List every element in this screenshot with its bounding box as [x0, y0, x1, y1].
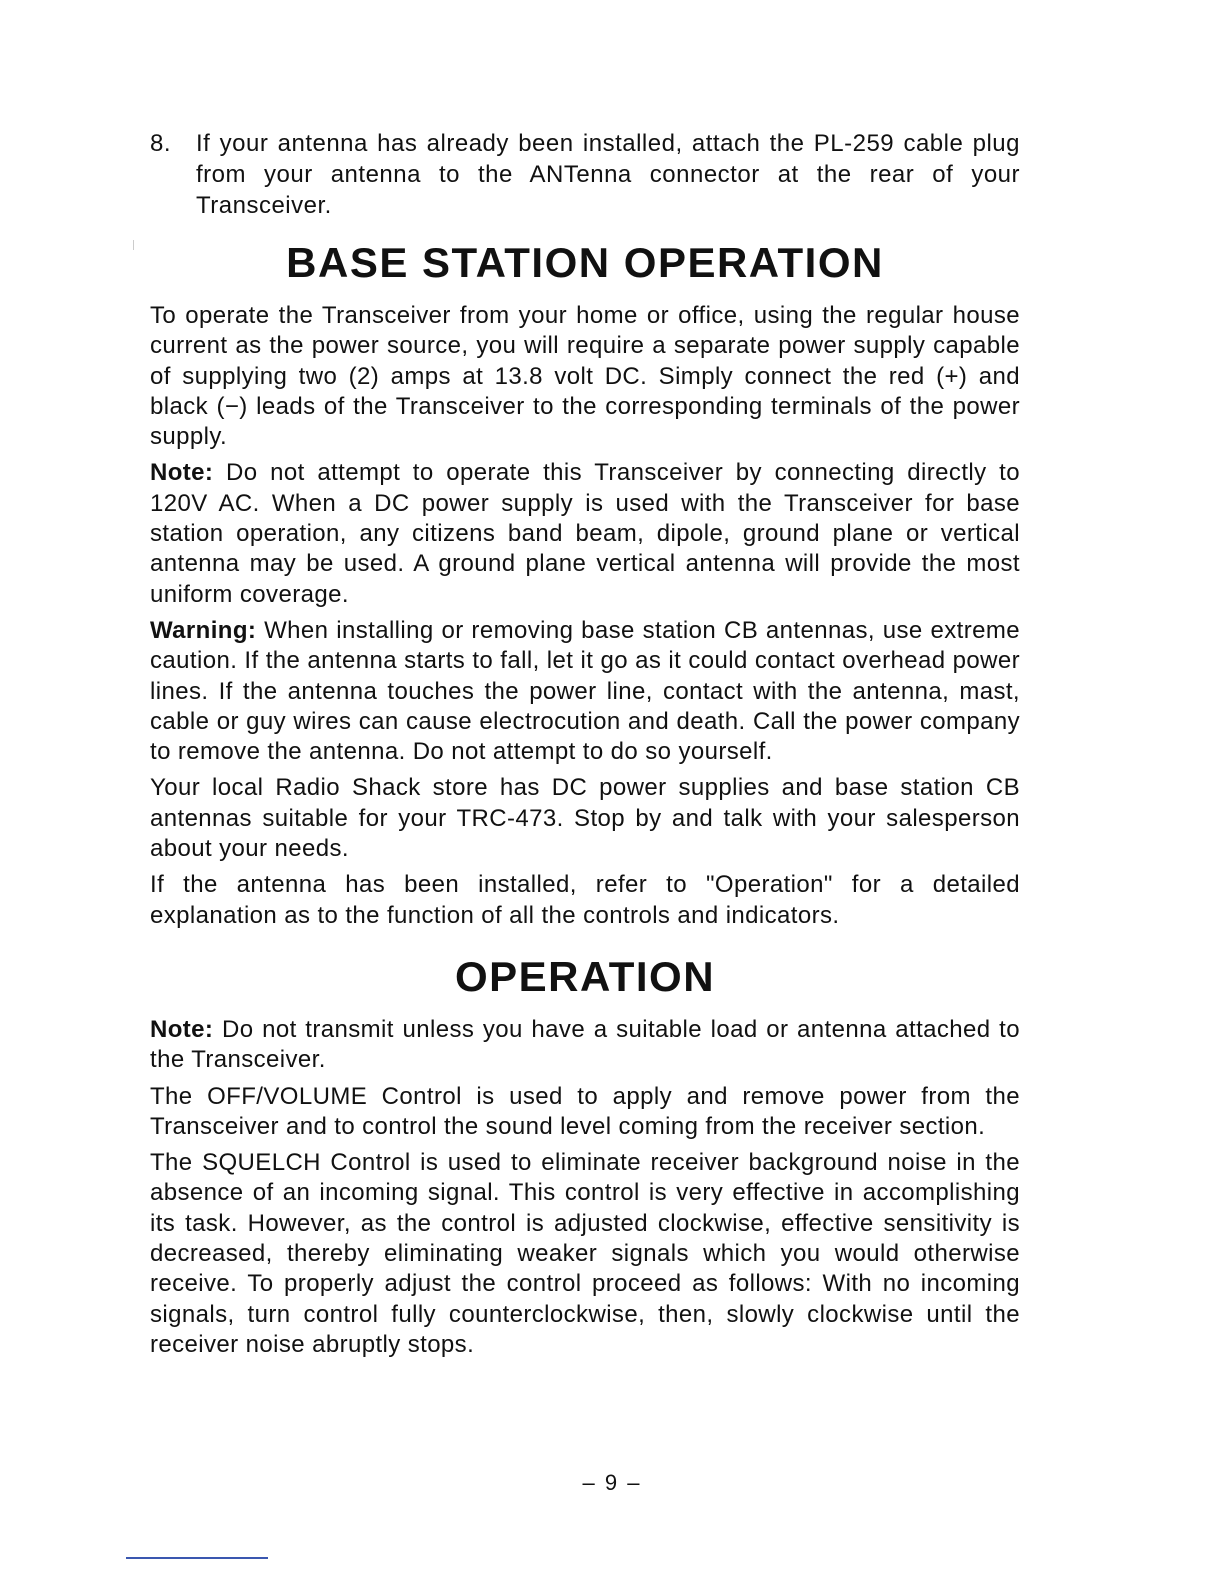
page-number: – 9 – [582, 1470, 642, 1495]
base-station-heading: BASE STATION OPERATION [286, 239, 884, 286]
warning-label: Warning: [150, 616, 257, 644]
step-8 [150, 128, 1020, 221]
volume-paragraph: The OFF/VOLUME Control is used to apply and remove power from the Transceiver and to control the sound level coming from the receiver section. [150, 1082, 1020, 1140]
scan-mark [133, 240, 134, 250]
note-text: Do not attempt to operate this Transceiver by connecting directly to 120V AC. When a DC power supply is used with the Transceiver for base station operation, any citizens band beam, dipole, ground plane or vertical antenna may be used. A ground plane vertical antenna will provide the most uniform coverage. [150, 459, 1020, 608]
base-station-note [150, 458, 1020, 609]
refer-paragraph: If the antenna has been installed, refer to "Operation" for a detailed explanation as to the function of all the controls and indicators. [150, 871, 1020, 929]
operation-note [150, 1015, 1020, 1076]
note-label: Note: [150, 459, 214, 487]
warning-text: When installing or removing base station CB antennas, use extreme caution. If the antenna starts to fall, let it go as it could contact overhead power lines. If the antenna touches the power line, contact with the antenna, mast, cable or guy wires can cause electrocution and death. Call the power company to remove the antenna. Do not attempt to do so yourself. [150, 616, 1020, 766]
step-text: If your antenna has already been installed, attach the PL-259 cable plug from your antenna to the ANTenna connector at the rear of your Transceiver. [196, 130, 1020, 219]
footer-rule [126, 1557, 268, 1559]
operation-note-text: Do not transmit unless you have a suitable load or antenna attached to the Transceiver. [150, 1015, 1020, 1074]
manual-page [150, 128, 1020, 1366]
base-station-warning [150, 616, 1020, 767]
squelch-paragraph: The SQUELCH Control is used to eliminate receiver background noise in the absence of an incoming signal. This control is very effective in accomplishing its task. However, as the control is adjusted clockwise, effective sensitivity is decreased, thereby eliminating weaker signals which you would otherwise receive. To properly adjust the control proceed as follows: With no incoming signals, turn control fully counterclockwise, then, slowly clockwise until the receiver noise abruptly stops. [150, 1149, 1020, 1358]
operation-note-label: Note: [150, 1015, 214, 1043]
base-station-intro: To operate the Transceiver from your home or office, using the regular house current as the power source, you will require a separate power supply capable of supplying two (2) amps at 13.8 volt DC. Simply connect the red (+) and black (−) leads of the Transceiver to the corresponding terminals of the power supply. [150, 302, 1020, 451]
operation-heading: OPERATION [454, 952, 716, 1000]
radio-shack-paragraph: Your local Radio Shack store has DC power supplies and base station CB antennas suitable for your TRC-473. Stop by and talk with your salesperson about your needs. [150, 774, 1020, 863]
step-number: 8. [150, 130, 172, 157]
